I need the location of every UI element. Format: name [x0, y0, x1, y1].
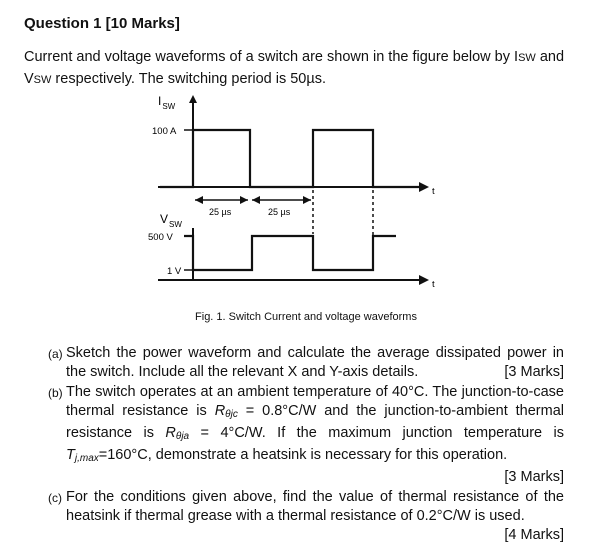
part-b-marks: [3 Marks] [504, 469, 564, 485]
question-parts [48, 344, 564, 546]
current-time-axis-arrowhead [419, 182, 429, 192]
part-a-marks: [3 Marks] [504, 364, 564, 380]
part-c-text: For the conditions given above, find the value of thermal resistance of the heatsink if thermal grease with a thermal resistance of 0.2°C/W is used. [66, 489, 564, 524]
interval-arrow-2-right-head [303, 196, 311, 204]
vsw-label: $V_{SW}$ [160, 212, 182, 229]
interval-arrow-1-right-head [240, 196, 248, 204]
part-c [48, 488, 564, 545]
tick-label-1v: 1 V [167, 266, 182, 277]
part-b-text: The switch operates at an ambient temperature of 40°C. The junction-to-case thermal resistance is Rθjc = 0.8°C/W and the junction-to-ambient thermal resistance is Rθja = 4°C/W. If the maximum junction temperature is Tj,max=160°C, demonstrate a heatsink is necessary for this operation. [66, 384, 564, 464]
part-c-letter: (c) [48, 491, 62, 505]
interval-label-2: 25 µs [268, 207, 291, 217]
interval-label-1: 25 µs [209, 207, 232, 217]
part-b [48, 383, 564, 487]
current-y-axis-arrowhead [189, 95, 197, 103]
part-a-letter: (a) [48, 347, 63, 361]
tick-label-100a: 100 A [152, 126, 177, 137]
question-title: Question 1 [10 Marks] [24, 15, 180, 32]
part-b-letter: (b) [48, 386, 63, 400]
voltage-waveform [184, 236, 396, 270]
figure-caption: Fig. 1. Switch Current and voltage waveforms [195, 311, 417, 323]
interval-arrow-1-left-head [195, 196, 203, 204]
interval-arrow-2-left-head [252, 196, 260, 204]
current-waveform [160, 130, 420, 187]
voltage-time-axis-arrowhead [419, 275, 429, 285]
voltage-time-label: t [432, 279, 435, 290]
part-a [48, 344, 564, 382]
isw-label: $I_{SW}$ [158, 94, 176, 111]
part-a-text: Sketch the power waveform and calculate the average dissipated power in the switch. Include all the relevant X and Y-axis details. [66, 345, 564, 380]
current-time-label: t [432, 186, 435, 197]
intro-paragraph: Current and voltage waveforms of a switch are shown in the figure below by ISW and VSW respectively. The switching period is 50µs. [24, 49, 565, 87]
tick-label-500v: 500 V [148, 232, 173, 243]
part-c-marks: [4 Marks] [504, 527, 564, 543]
